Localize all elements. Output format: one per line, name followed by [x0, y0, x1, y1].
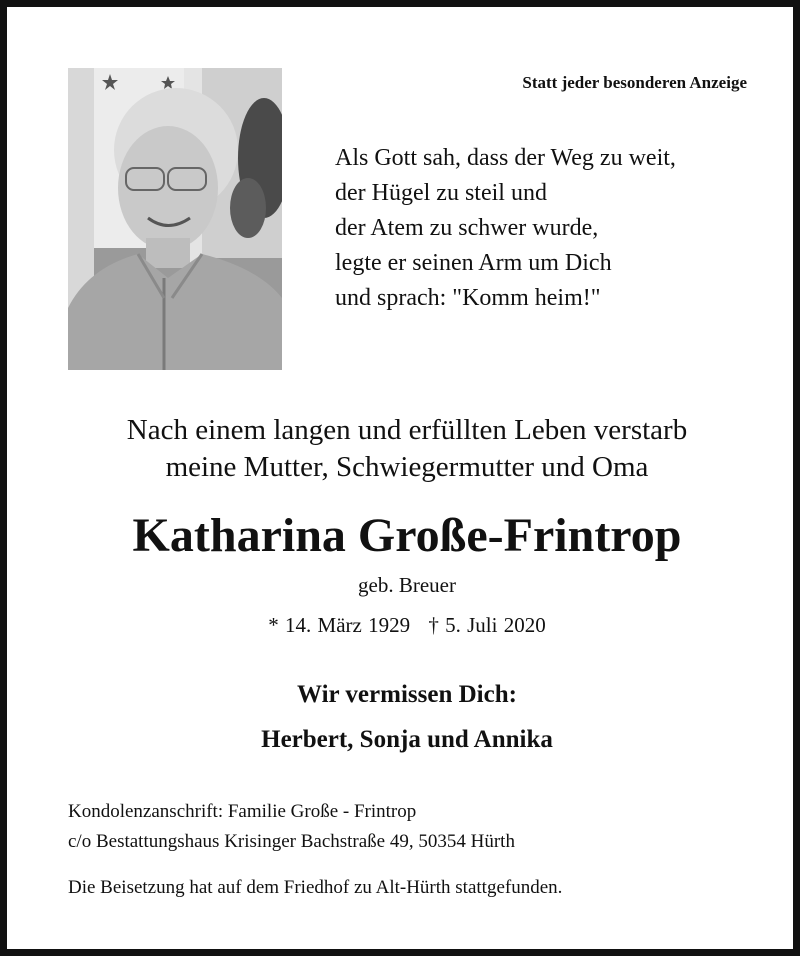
death-date: † 5. Juli 2020	[428, 613, 546, 637]
condolence-address	[68, 797, 768, 857]
intro-text	[27, 412, 787, 486]
address-line: c/o Bestattungshaus Krisinger Bachstraße 49, 50354 Hürth	[68, 831, 515, 852]
poem-line: und sprach: "Komm heim!"	[335, 285, 601, 311]
burial-note: Die Beisetzung hat auf dem Friedhof zu Alt-Hürth stattgefunden.	[68, 877, 563, 898]
intro-line: meine Mutter, Schwiegermutter und Oma	[165, 451, 649, 483]
maiden-name: geb. Breuer	[358, 573, 456, 597]
deceased-name: Katharina Große-Frintrop	[132, 509, 682, 562]
poem-line: legte er seinen Arm um Dich	[335, 250, 612, 276]
poem	[335, 141, 775, 316]
intro-line: Nach einem langen und erfüllten Leben verstarb	[126, 414, 688, 446]
closing-line: Wir vermissen Dich:	[297, 681, 517, 708]
poem-line: Als Gott sah, dass der Weg zu weit,	[335, 145, 676, 171]
address-line: Kondolenzanschrift: Familie Große - Frintrop	[68, 801, 417, 822]
family-names: Herbert, Sonja und Annika	[261, 726, 553, 753]
portrait-photo	[68, 68, 282, 370]
life-dates	[27, 613, 787, 638]
portrait-image	[68, 68, 282, 370]
poem-line: der Hügel zu steil und	[335, 180, 547, 206]
poem-line: der Atem zu schwer wurde,	[335, 215, 599, 241]
birth-date: * 14. März 1929	[268, 613, 411, 637]
notice-header: Statt jeder besonderen Anzeige	[522, 73, 747, 92]
